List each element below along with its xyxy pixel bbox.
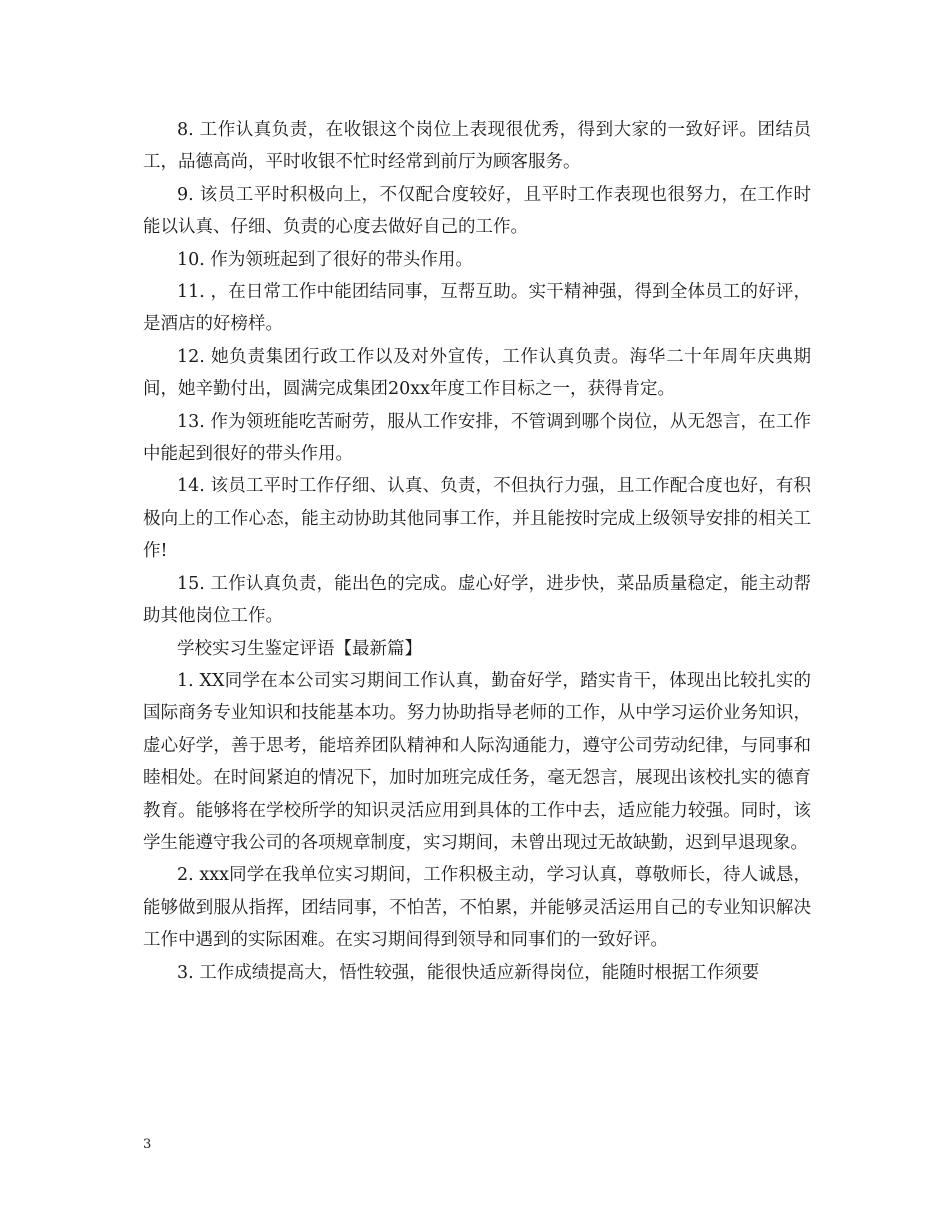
section-heading: 学校实习生鉴定评语【最新篇】 [177,638,422,659]
paragraph-item-15: 15. 工作认真负责，能出色的完成。虚心好学，进步快，菜品质量稳定，能主动帮助其他岗位工作。 [143,573,811,627]
paragraph-intern-2: 2. xxx同学在我单位实习期间，工作积极主动，学习认真，尊敬师长，待人诚恳，能够做到服从指挥，团结同事，不怕苦，不怕累，并能够灵活运用自己的专业知识解决工作中遇到的实际困难。在实习期间得到领导和同事们的一致好评。 [143,865,811,951]
paragraph-item-11: 11. ，在日常工作中能团结同事，互帮互助。实干精神强，得到全体员工的好评，是酒店的好榜样。 [143,282,811,335]
paragraph-item-12: 12. 她负责集团行政工作以及对外宣传，工作认真负责。海华二十年周年庆典期间，她辛勤付出，圆满完成集团20xx年度工作目标之一，获得肯定。 [143,346,811,400]
paragraph-item-13: 13. 作为领班能吃苦耐劳，服从工作安排，不管调到哪个岗位，从无怨言，在工作中能起到很好的带头作用。 [143,411,811,465]
paragraph-item-9: 9. 该员工平时积极向上，不仅配合度较好，且平时工作表现也很努力，在工作时能以认真、仔细、负责的心度去做好自己的工作。 [143,184,811,238]
page-number: 3 [143,1137,152,1152]
paragraph-item-10: 10. 作为领班起到了很好的带头作用。 [177,249,473,270]
paragraph-intern-1: 1. XX同学在本公司实习期间工作认真，勤奋好学，踏实肯干，体现出比较扎实的国际商务专业知识和技能基本功。努力协助指导老师的工作，从中学习运价业务知识，虚心好学，善于思考，能培养团队精神和人际沟通能力，遵守公司劳动纪律，与同事和睦相处。在时间紧迫的情况下，加时加班完成任务，毫无怨言，展现出该校扎实的德育教育。能够将在学校所学的知识灵活应用到具体的工作中去，适应能力较强。同时，该学生能遵守我公司的各项规章制度，实习期间，未曾出现过无故缺勤，迟到早退现象。 [143,670,811,853]
document-body [143,114,811,989]
paragraph-item-14: 14. 该员工平时工作仔细、认真、负责，不但执行力强，且工作配合度也好，有积极向上的工作心态，能主动协助其他同事工作，并且能按时完成上级领导安排的相关工作! [143,476,811,562]
paragraph-item-8: 8. 工作认真负责，在收银这个岗位上表现很优秀，得到大家的一致好评。团结员工，品德高尚，平时收银不忙时经常到前厅为顾客服务。 [143,120,811,173]
paragraph-intern-3: 3. 工作成绩提高大，悟性较强，能很快适应新得岗位，能随时根据工作须要 [177,962,760,983]
